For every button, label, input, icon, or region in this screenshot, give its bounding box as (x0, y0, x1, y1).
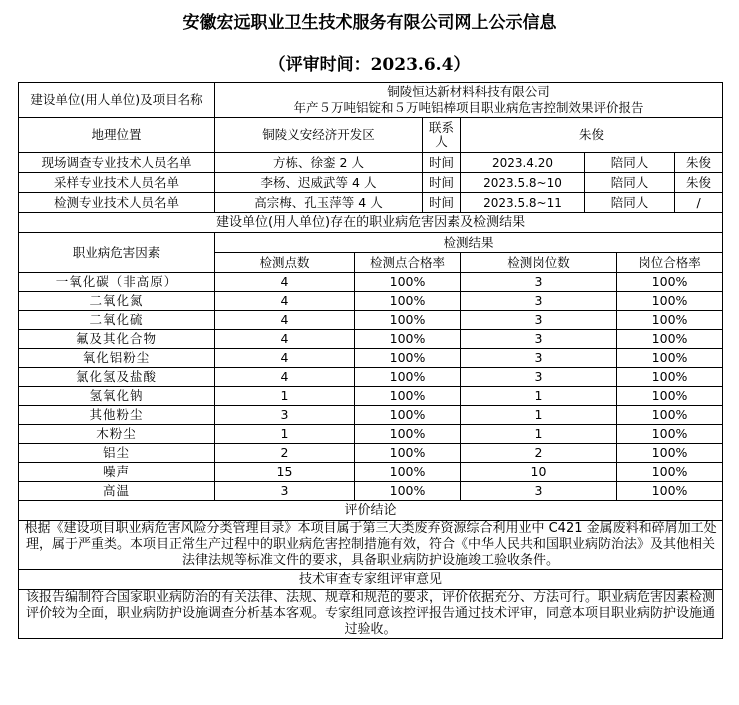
time-label: 时间 (423, 153, 461, 173)
contact-value: 朱俊 (461, 118, 723, 153)
hazard-post-rate: 100% (617, 444, 723, 463)
hazard-posts: 1 (461, 387, 617, 406)
hazard-points: 3 (215, 406, 355, 425)
col-posts-header: 检测岗位数 (461, 253, 617, 273)
table-row (19, 153, 723, 173)
hazard-row (19, 349, 723, 368)
hazard-point-rate: 100% (355, 311, 461, 330)
hazard-row (19, 368, 723, 387)
time-value: 2023.4.20 (461, 153, 585, 173)
hazard-post-rate: 100% (617, 387, 723, 406)
hazard-name: 二氧化氮 (19, 292, 215, 311)
table-row (19, 590, 723, 639)
hazard-point-rate: 100% (355, 444, 461, 463)
accompany-value: 朱俊 (675, 173, 723, 193)
table-row (19, 83, 723, 118)
hazard-post-rate: 100% (617, 482, 723, 501)
hazard-points: 4 (215, 311, 355, 330)
disclosure-table (18, 82, 723, 639)
conclusion-title: 评价结论 (19, 501, 723, 521)
hazard-name: 其他粉尘 (19, 406, 215, 425)
hazard-points: 15 (215, 463, 355, 482)
hazard-posts: 1 (461, 425, 617, 444)
hazard-name: 氢氧化钠 (19, 387, 215, 406)
col-point-rate-header: 检测点合格率 (355, 253, 461, 273)
accompany-label: 陪同人 (585, 193, 675, 213)
accompany-value: / (675, 193, 723, 213)
hazard-points: 2 (215, 444, 355, 463)
hazard-posts: 3 (461, 482, 617, 501)
time-value: 2023.5.8~10 (461, 173, 585, 193)
accompany-label: 陪同人 (585, 173, 675, 193)
location-value: 铜陵义安经济开发区 (215, 118, 423, 153)
review-title: 技术审查专家组评审意见 (19, 570, 723, 590)
hazard-posts: 3 (461, 349, 617, 368)
conclusion-text: 根据《建设项目职业病危害风险分类管理目录》本项目属于第三大类废弃资源综合利用业中 C421 金属废料和碎屑加工处理，属于严重类。本项目正常生产过程中的职业病危害控制措施有效，符合《中华人民共和国职业病防治法》及其他相关法律法规等标准文件的要求，具备职业病防护设施竣工验收条件。 (19, 521, 723, 570)
hazard-row (19, 330, 723, 349)
hazard-point-rate: 100% (355, 482, 461, 501)
hazard-point-rate: 100% (355, 387, 461, 406)
hazard-post-rate: 100% (617, 349, 723, 368)
hazard-point-rate: 100% (355, 349, 461, 368)
staff-names: 方栋、徐銮 2 人 (215, 153, 423, 173)
hazard-name: 一氧化碳（非高原） (19, 273, 215, 292)
hazard-row (19, 482, 723, 501)
table-row (19, 213, 723, 233)
page-title: 安徽宏远职业卫生技术服务有限公司网上公示信息 (182, 13, 557, 33)
hazard-name: 氯化氢及盐酸 (19, 368, 215, 387)
hazard-post-rate: 100% (617, 292, 723, 311)
hazard-row (19, 387, 723, 406)
hazard-section-title: 建设单位(用人单位)存在的职业病危害因素及检测结果 (19, 213, 723, 233)
hazard-point-rate: 100% (355, 425, 461, 444)
hazard-point-rate: 100% (355, 292, 461, 311)
hazard-row (19, 406, 723, 425)
hazard-posts: 2 (461, 444, 617, 463)
unit-label: 建设单位(用人单位)及项目名称 (19, 83, 215, 118)
contact-label: 联系人 (423, 118, 461, 153)
hazard-row (19, 311, 723, 330)
hazard-name: 氧化铝粉尘 (19, 349, 215, 368)
hazard-posts: 1 (461, 406, 617, 425)
hazard-post-rate: 100% (617, 463, 723, 482)
hazard-post-rate: 100% (617, 273, 723, 292)
location-label: 地理位置 (19, 118, 215, 153)
hazard-post-rate: 100% (617, 311, 723, 330)
hazard-row (19, 292, 723, 311)
hazard-posts: 3 (461, 330, 617, 349)
table-row (19, 118, 723, 153)
hazard-points: 4 (215, 273, 355, 292)
hazard-point-rate: 100% (355, 273, 461, 292)
staff-label: 检测专业技术人员名单 (19, 193, 215, 213)
staff-names: 李杨、迟威武等 4 人 (215, 173, 423, 193)
hazard-row (19, 463, 723, 482)
hazard-point-rate: 100% (355, 368, 461, 387)
hazard-point-rate: 100% (355, 330, 461, 349)
hazard-posts: 3 (461, 368, 617, 387)
table-row (19, 193, 723, 213)
table-row (19, 173, 723, 193)
table-header-row (19, 233, 723, 253)
hazard-name: 二氧化硫 (19, 311, 215, 330)
hazard-posts: 3 (461, 311, 617, 330)
project-name: 年产５万吨铝锭和５万吨铝棒项目职业病危害控制效果评价报告 (293, 100, 644, 115)
staff-label: 采样专业技术人员名单 (19, 173, 215, 193)
hazard-name: 噪声 (19, 463, 215, 482)
hazard-table-body (19, 273, 723, 501)
review-text: 该报告编制符合国家职业病防治的有关法律、法规、规章和规范的要求，评价依据充分、方法可行。职业病危害因素检测评价较为全面，职业病防护设施调查分析基本客观。专家组同意该控评报告通过技术评审，同意本项目职业病防护设施通过验收。 (19, 590, 723, 639)
hazard-point-rate: 100% (355, 406, 461, 425)
hazard-name: 铝尘 (19, 444, 215, 463)
hazard-post-rate: 100% (617, 425, 723, 444)
col-factor-header: 职业病危害因素 (19, 233, 215, 273)
col-post-rate-header: 岗位合格率 (617, 253, 723, 273)
hazard-points: 1 (215, 425, 355, 444)
hazard-posts: 3 (461, 292, 617, 311)
hazard-row (19, 273, 723, 292)
hazard-posts: 3 (461, 273, 617, 292)
hazard-post-rate: 100% (617, 406, 723, 425)
hazard-post-rate: 100% (617, 330, 723, 349)
unit-project-cell (215, 83, 723, 118)
hazard-points: 4 (215, 349, 355, 368)
hazard-post-rate: 100% (617, 368, 723, 387)
accompany-label: 陪同人 (585, 153, 675, 173)
hazard-points: 4 (215, 330, 355, 349)
table-row (19, 501, 723, 521)
hazard-points: 4 (215, 292, 355, 311)
hazard-posts: 10 (461, 463, 617, 482)
hazard-name: 氟及其化合物 (19, 330, 215, 349)
hazard-point-rate: 100% (355, 463, 461, 482)
time-label: 时间 (423, 173, 461, 193)
time-label: 时间 (423, 193, 461, 213)
hazard-name: 高温 (19, 482, 215, 501)
hazard-row (19, 425, 723, 444)
time-value: 2023.5.8~11 (461, 193, 585, 213)
accompany-value: 朱俊 (675, 153, 723, 173)
hazard-row (19, 444, 723, 463)
hazard-name: 木粉尘 (19, 425, 215, 444)
staff-names: 高宗梅、孔玉萍等 4 人 (215, 193, 423, 213)
staff-label: 现场调查专业技术人员名单 (19, 153, 215, 173)
table-row (19, 570, 723, 590)
table-row (19, 521, 723, 570)
hazard-points: 3 (215, 482, 355, 501)
hazard-points: 4 (215, 368, 355, 387)
col-results-header: 检测结果 (215, 233, 723, 253)
unit-name: 铜陵恒达新材料科技有限公司 (387, 84, 550, 99)
review-time: （评审时间：2023.6.4） (268, 55, 471, 75)
hazard-points: 1 (215, 387, 355, 406)
col-points-header: 检测点数 (215, 253, 355, 273)
